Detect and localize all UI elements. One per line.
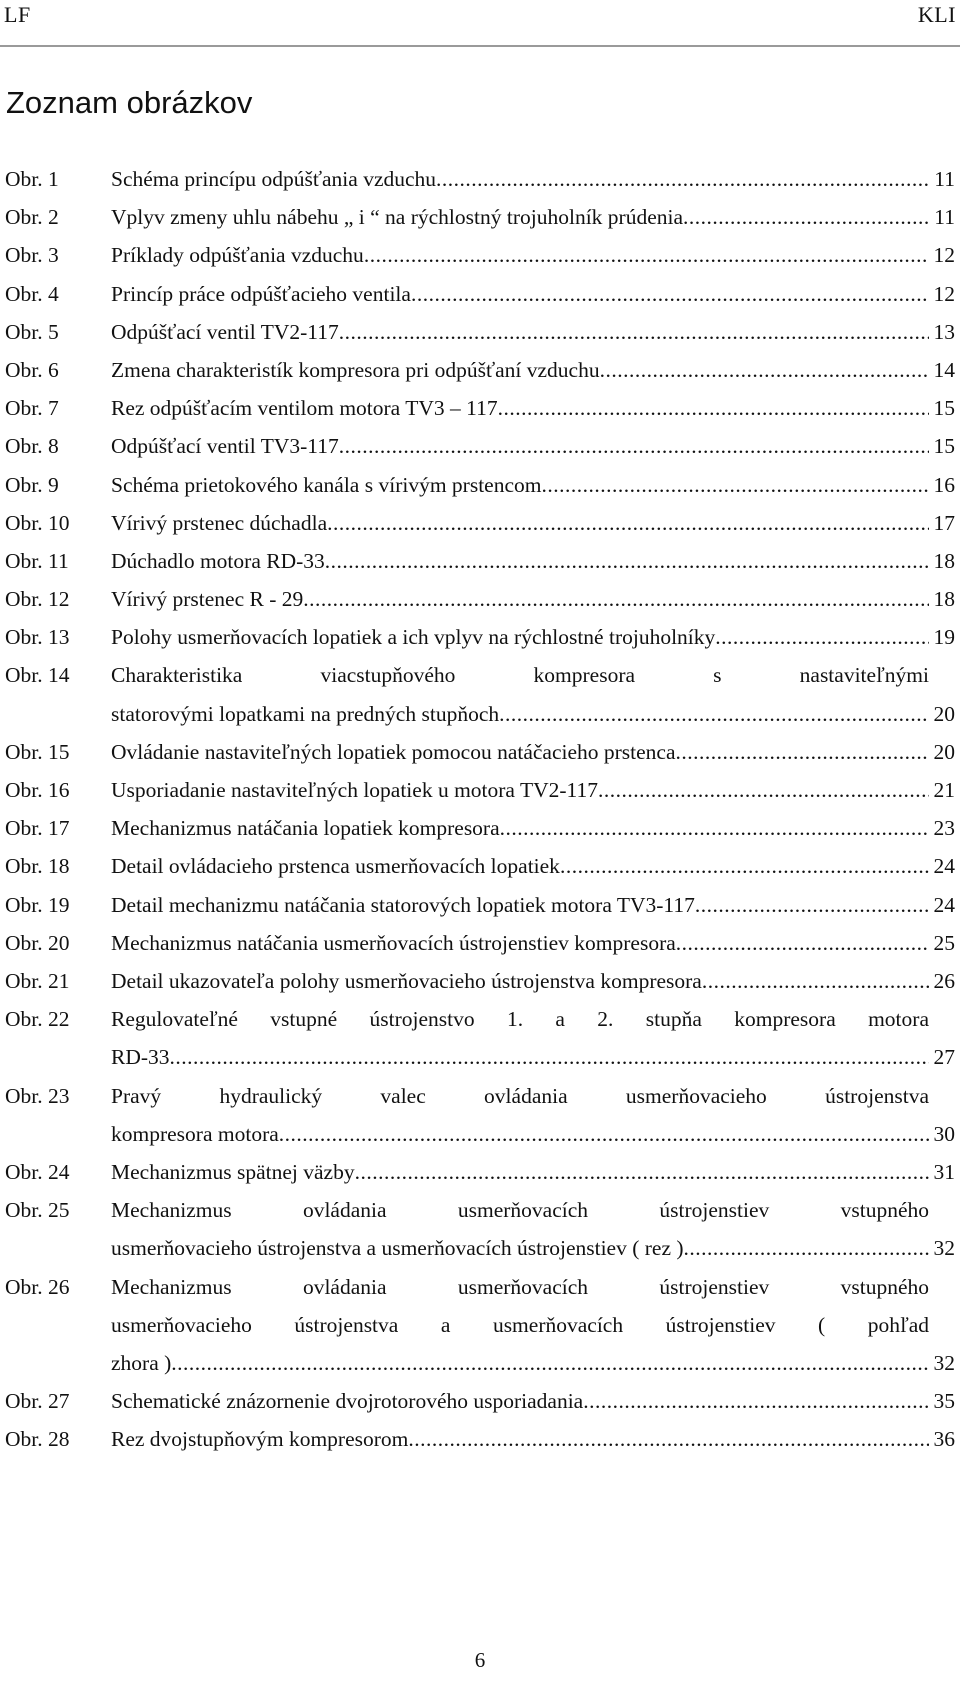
- figure-list: [5, 160, 955, 1458]
- entry-line: [111, 1420, 929, 1458]
- entry-line: [111, 962, 929, 1000]
- figure-caption: Schéma prietokového kanála s vírivým prstencom: [111, 472, 542, 497]
- dot-leader: [279, 1115, 929, 1153]
- dot-leader: [583, 1382, 929, 1420]
- figure-number: Obr. 23: [5, 1083, 70, 1108]
- dot-leader: [541, 466, 929, 504]
- entry-body: [111, 275, 929, 313]
- entry-body: [111, 886, 929, 924]
- entry-body: [111, 962, 929, 1000]
- figure-number: Obr. 10: [5, 510, 70, 535]
- page-reference: 27: [933, 1045, 955, 1070]
- dot-leader: [715, 618, 929, 656]
- figure-caption: Ovládanie nastaviteľných lopatiek pomocou natáčacieho prstenca: [111, 739, 676, 764]
- figure-number: Obr. 27: [5, 1389, 70, 1414]
- figure-caption: Vírivý prstenec dúchadla: [111, 510, 328, 535]
- list-item[interactable]: [5, 1153, 955, 1191]
- page-reference: 15: [933, 434, 955, 459]
- dot-leader: [600, 351, 929, 389]
- entry-body: [111, 504, 929, 542]
- entry-line: [111, 1153, 929, 1191]
- figure-caption: Mechanizmus spätnej väzby: [111, 1159, 355, 1184]
- list-item[interactable]: [5, 427, 955, 465]
- dot-leader: [170, 1038, 929, 1076]
- page-number: 6: [474, 1648, 486, 1672]
- page-reference: 18: [933, 548, 955, 573]
- list-item[interactable]: [5, 198, 955, 236]
- figure-caption: Detail ovládacieho prstenca usmerňovacích lopatiek: [111, 854, 560, 879]
- page-reference: 25: [933, 930, 955, 955]
- page-title: Zoznam obrázkov: [6, 85, 253, 120]
- list-item[interactable]: [5, 733, 955, 771]
- page-reference: 15: [933, 396, 955, 421]
- header-right-text: KLI: [917, 2, 956, 27]
- figure-caption: Pravý hydraulický valec ovládania usmerňovacieho ústrojenstva: [111, 1083, 929, 1108]
- page-reference: 23: [933, 816, 955, 841]
- dot-leader: [676, 924, 929, 962]
- list-item[interactable]: [5, 962, 955, 1000]
- figure-caption: Charakteristika viacstupňového kompresora s nastaviteľnými: [111, 663, 929, 688]
- entry-body: [111, 1191, 929, 1267]
- entry-body: [111, 580, 929, 618]
- entry-line: [111, 809, 929, 847]
- figure-number: Obr. 1: [5, 167, 59, 191]
- page-header: [0, 0, 960, 48]
- figure-caption: Zmena charakteristík kompresora pri odpúšťaní vzduchu: [111, 357, 600, 382]
- page-reference: 17: [933, 510, 955, 535]
- figure-caption-continued: kompresora motora: [111, 1121, 279, 1146]
- entry-line: [111, 466, 929, 504]
- list-item[interactable]: [5, 351, 955, 389]
- page-reference: 26: [933, 968, 955, 993]
- entry-line: [111, 1115, 929, 1153]
- entry-body: [111, 924, 929, 962]
- page-reference: 32: [933, 1350, 955, 1375]
- entry-body: [111, 1382, 929, 1420]
- figure-number: Obr. 11: [5, 548, 69, 573]
- dot-leader: [702, 962, 929, 1000]
- list-item[interactable]: [5, 847, 955, 885]
- entry-body: [111, 618, 929, 656]
- figure-caption: Detail mechanizmu natáčania statorových lopatiek motora TV3-117: [111, 892, 695, 917]
- entry-line: [111, 351, 929, 389]
- page-reference: 12: [933, 281, 955, 306]
- page-reference: 20: [933, 701, 955, 726]
- list-item[interactable]: [5, 1077, 955, 1153]
- list-item[interactable]: [5, 160, 955, 198]
- header-divider: [0, 45, 960, 47]
- list-item[interactable]: [5, 656, 955, 732]
- figure-number: Obr. 8: [5, 434, 59, 459]
- figure-caption: Odpúšťací ventil TV3-117: [111, 434, 339, 459]
- figure-number: Obr. 21: [5, 968, 70, 993]
- entry-line: [111, 542, 929, 580]
- page-reference: 11: [934, 167, 955, 191]
- figure-caption: Regulovateľné vstupné ústrojenstvo 1. a 2. stupňa kompresora motora: [111, 1007, 929, 1032]
- dot-leader: [498, 389, 929, 427]
- figure-number: Obr. 13: [5, 625, 70, 650]
- figure-caption: Rez odpúšťacím ventilom motora TV3 – 117: [111, 396, 498, 421]
- entry-line: [111, 847, 929, 885]
- figure-number: Obr. 12: [5, 587, 70, 612]
- entry-line: [111, 160, 929, 198]
- dot-leader: [676, 733, 929, 771]
- dot-leader: [500, 809, 929, 847]
- entry-line: [111, 1344, 929, 1382]
- entry-line: [111, 236, 929, 274]
- figure-number: Obr. 26: [5, 1274, 70, 1299]
- figure-number: Obr. 15: [5, 739, 70, 764]
- figure-number: Obr. 22: [5, 1007, 70, 1032]
- figure-number: Obr. 17: [5, 816, 70, 841]
- entry-line: [111, 275, 929, 313]
- figure-caption-continued: zhora ): [111, 1350, 172, 1375]
- entry-line: [111, 504, 929, 542]
- figure-caption: Detail ukazovateľa polohy usmerňovacieho ústrojenstva kompresora: [111, 968, 702, 993]
- figure-caption-continued: usmerňovacieho ústrojenstva a usmerňovacích ústrojenstiev ( pohľad: [111, 1312, 929, 1337]
- figure-caption: Mechanizmus natáčania usmerňovacích ústrojenstiev kompresora: [111, 930, 676, 955]
- entry-body: [111, 1000, 929, 1076]
- entry-line: [111, 198, 929, 236]
- entry-body: [111, 847, 929, 885]
- dot-leader: [436, 160, 929, 198]
- figure-number: Obr. 14: [5, 663, 70, 688]
- list-item[interactable]: [5, 924, 955, 962]
- figure-caption: Princíp práce odpúšťacieho ventila: [111, 281, 411, 306]
- entry-line: [111, 313, 929, 351]
- figure-number: Obr. 7: [5, 396, 59, 421]
- entry-body: [111, 771, 929, 809]
- entry-line: [111, 733, 929, 771]
- figure-caption: Schéma princípu odpúšťania vzduchu: [111, 167, 437, 191]
- entry-line: [111, 389, 929, 427]
- entry-line: [111, 1382, 929, 1420]
- figure-caption-continued: RD-33: [111, 1045, 170, 1070]
- figure-caption: Mechanizmus ovládania usmerňovacích ústrojenstiev vstupného: [111, 1274, 929, 1299]
- entry-body: [111, 466, 929, 504]
- list-item[interactable]: [5, 236, 955, 274]
- page-reference: 24: [933, 892, 955, 917]
- figure-number: Obr. 4: [5, 281, 59, 306]
- dot-leader: [303, 580, 929, 618]
- page-reference: 14: [933, 357, 955, 382]
- list-item[interactable]: [5, 1191, 955, 1267]
- dot-leader: [560, 847, 929, 885]
- entry-line: [111, 618, 929, 656]
- figure-caption: Vírivý prstenec R - 29: [111, 587, 304, 612]
- page-reference: 35: [933, 1389, 955, 1414]
- list-item[interactable]: [5, 466, 955, 504]
- figure-caption: Rez dvojstupňovým kompresorom: [111, 1427, 409, 1452]
- list-item[interactable]: [5, 389, 955, 427]
- entry-body: [111, 809, 929, 847]
- figure-caption-continued: usmerňovacieho ústrojenstva a usmerňovacích ústrojenstiev ( rez ): [111, 1236, 684, 1261]
- figure-number: Obr. 19: [5, 892, 70, 917]
- dot-leader: [171, 1344, 929, 1382]
- figure-caption: Mechanizmus natáčania lopatiek kompresora: [111, 816, 500, 841]
- figure-caption: Polohy usmerňovacích lopatiek a ich vplyv na rýchlostné trojuholníky: [111, 625, 716, 650]
- figure-number: Obr. 5: [5, 319, 59, 344]
- list-item[interactable]: [5, 504, 955, 542]
- dot-leader: [339, 313, 929, 351]
- entry-body: [111, 389, 929, 427]
- entry-body: [111, 542, 929, 580]
- list-item[interactable]: [5, 1268, 955, 1383]
- page-reference: 18: [933, 587, 955, 612]
- entry-body: [111, 427, 929, 465]
- list-item[interactable]: [5, 275, 955, 313]
- dot-leader: [499, 695, 929, 733]
- page-reference: 20: [933, 739, 955, 764]
- entry-body: [111, 1077, 929, 1153]
- page-reference: 16: [933, 472, 955, 497]
- list-item[interactable]: [5, 580, 955, 618]
- figure-number: Obr. 25: [5, 1198, 70, 1223]
- page-reference: 32: [933, 1236, 955, 1261]
- list-item[interactable]: [5, 1420, 955, 1458]
- entry-body: [111, 198, 929, 236]
- entry-line: [111, 886, 929, 924]
- entry-body: [111, 1268, 929, 1383]
- list-item[interactable]: [5, 618, 955, 656]
- list-item[interactable]: [5, 1000, 955, 1076]
- entry-body: [111, 313, 929, 351]
- figure-caption: Príklady odpúšťania vzduchu: [111, 243, 364, 268]
- entry-body: [111, 236, 929, 274]
- entry-body: [111, 351, 929, 389]
- dot-leader: [683, 198, 929, 236]
- figure-number: Obr. 9: [5, 472, 59, 497]
- page-reference: 13: [933, 319, 955, 344]
- figure-number: Obr. 20: [5, 930, 70, 955]
- entry-line: [111, 695, 929, 733]
- dot-leader: [339, 427, 929, 465]
- figure-number: Obr. 28: [5, 1427, 70, 1452]
- figure-caption: Schematické znázornenie dvojrotorového usporiadania: [111, 1389, 584, 1414]
- entry-line: [111, 580, 929, 618]
- list-item[interactable]: [5, 886, 955, 924]
- entry-line: [111, 924, 929, 962]
- figure-caption: Odpúšťací ventil TV2-117: [111, 319, 339, 344]
- page-reference: 31: [933, 1159, 955, 1184]
- page-reference: 12: [933, 243, 955, 268]
- dot-leader: [411, 275, 929, 313]
- entry-body: [111, 160, 929, 198]
- header-left-text: LF: [4, 2, 31, 27]
- page-reference: 19: [933, 625, 955, 650]
- figure-number: Obr. 6: [5, 357, 59, 382]
- dot-leader: [598, 771, 929, 809]
- figure-number: Obr. 18: [5, 854, 70, 879]
- figure-caption: Usporiadanie nastaviteľných lopatiek u motora TV2-117: [111, 778, 598, 803]
- entry-body: [111, 1153, 929, 1191]
- entry-body: [111, 1420, 929, 1458]
- figure-number: Obr. 16: [5, 778, 70, 803]
- dot-leader: [325, 542, 929, 580]
- dot-leader: [327, 504, 929, 542]
- list-item[interactable]: [5, 313, 955, 351]
- figure-caption: Vplyv zmeny uhlu nábehu „ i “ na rýchlostný trojuholník prúdenia: [111, 205, 684, 230]
- entry-line: [111, 427, 929, 465]
- figure-number: Obr. 2: [5, 205, 59, 230]
- entry-body: [111, 733, 929, 771]
- dot-leader: [684, 1229, 929, 1267]
- dot-leader: [355, 1153, 929, 1191]
- dot-leader: [408, 1420, 929, 1458]
- page-reference: 21: [933, 778, 955, 803]
- entry-body: [111, 656, 929, 732]
- list-item[interactable]: [5, 771, 955, 809]
- entry-line: [111, 1038, 929, 1076]
- entry-line: [111, 771, 929, 809]
- list-item[interactable]: [5, 1382, 955, 1420]
- figure-number: Obr. 24: [5, 1159, 70, 1184]
- page-reference: 24: [933, 854, 955, 879]
- page-reference: 11: [934, 205, 955, 230]
- figure-caption: Dúchadlo motora RD-33: [111, 548, 325, 573]
- figure-number: Obr. 3: [5, 243, 59, 268]
- page-reference: 36: [933, 1427, 955, 1452]
- dot-leader: [364, 236, 929, 274]
- figure-caption: Mechanizmus ovládania usmerňovacích ústrojenstiev vstupného: [111, 1198, 929, 1223]
- entry-line: [111, 1229, 929, 1267]
- list-item[interactable]: [5, 542, 955, 580]
- page-reference: 30: [933, 1121, 955, 1146]
- figure-caption-continued: statorovými lopatkami na predných stupňoch: [111, 701, 500, 726]
- list-item[interactable]: [5, 809, 955, 847]
- dot-leader: [695, 886, 929, 924]
